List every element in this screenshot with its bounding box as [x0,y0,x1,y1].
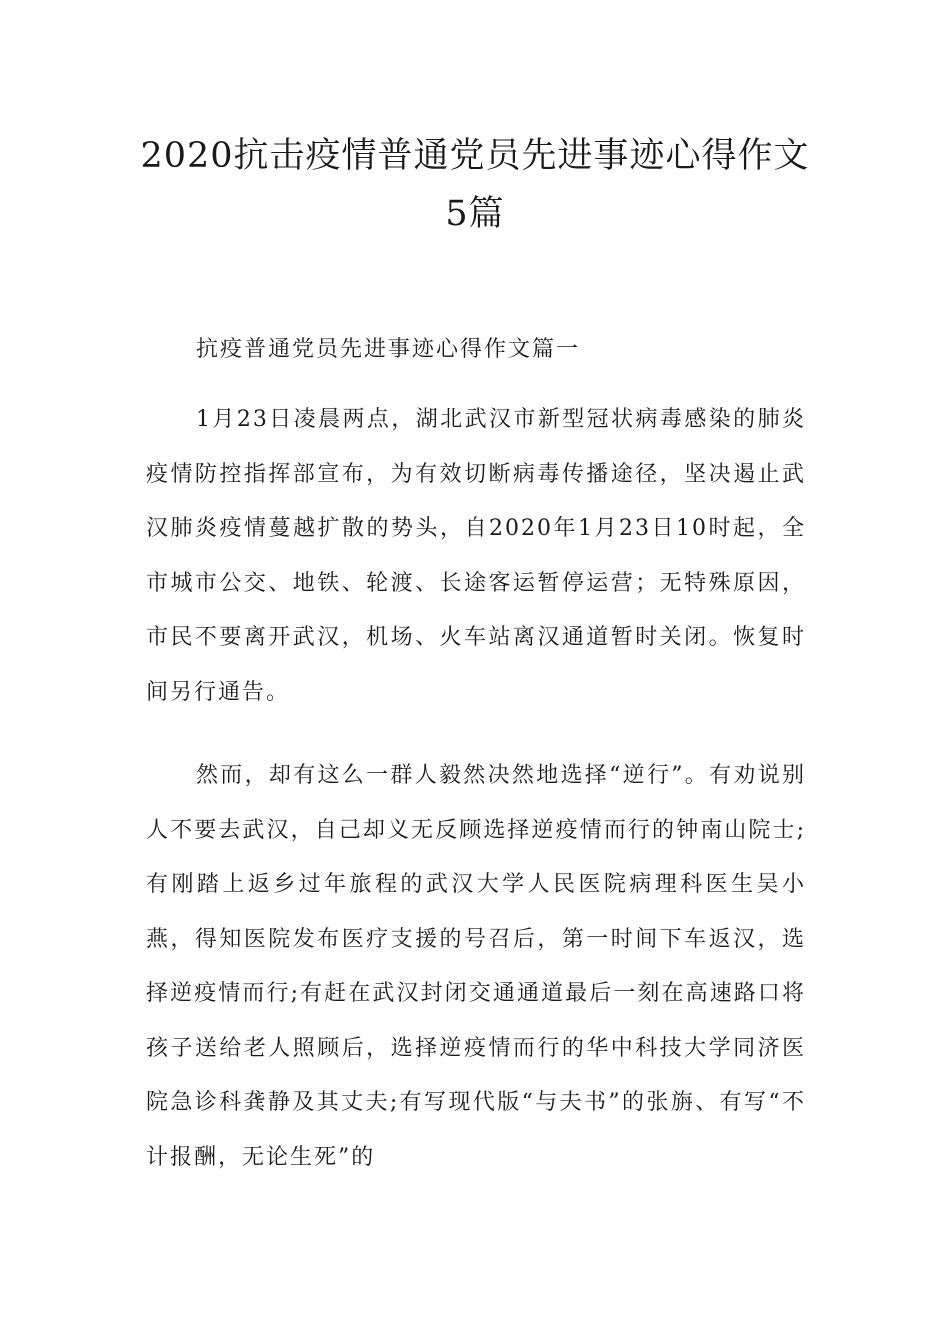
document-title-line-1: 2020抗击疫情普通党员先进事迹心得作文 [140,136,810,176]
paragraph-1: 1月23日凌晨两点，湖北武汉市新型冠状病毒感染的肺炎疫情防控指挥部宣布，为有效切断病毒传播途径，坚决遏止武汉肺炎疫情蔓越扩散的势头，自2020年1月23日10时起，全市城市公交、地铁、轮渡、长途客运暂停运营；无特殊原因，市民不要离开武汉，机场、火车站离汉通道暂时关闭。恢复时间另行通告。 [146,407,806,705]
section-heading: 抗疫普通党员先进事迹心得作文篇一 [196,337,581,362]
document-title-line-2: 5篇 [445,194,505,234]
paragraph-2: 然而，却有这么一群人毅然决然地选择“逆行”。有劝说别人不要去武汉，自己却义无反顾选择逆疫情而行的钟南山院士;有刚踏上返乡过年旅程的武汉大学人民医院病理科医生吴小燕，得知医院发布医疗支援的号召后，第一时间下车返汉，选择逆疫情而行;有赶在武汉封闭交通通道最后一刻在高速路口将孩子送给老人照顾后，选择逆疫情而行的华中科技大学同济医院急诊科龚静及其丈夫;有写现代版“与夫书”的张旃、有写“不计报酬，无论生死”的 [146,763,806,1170]
